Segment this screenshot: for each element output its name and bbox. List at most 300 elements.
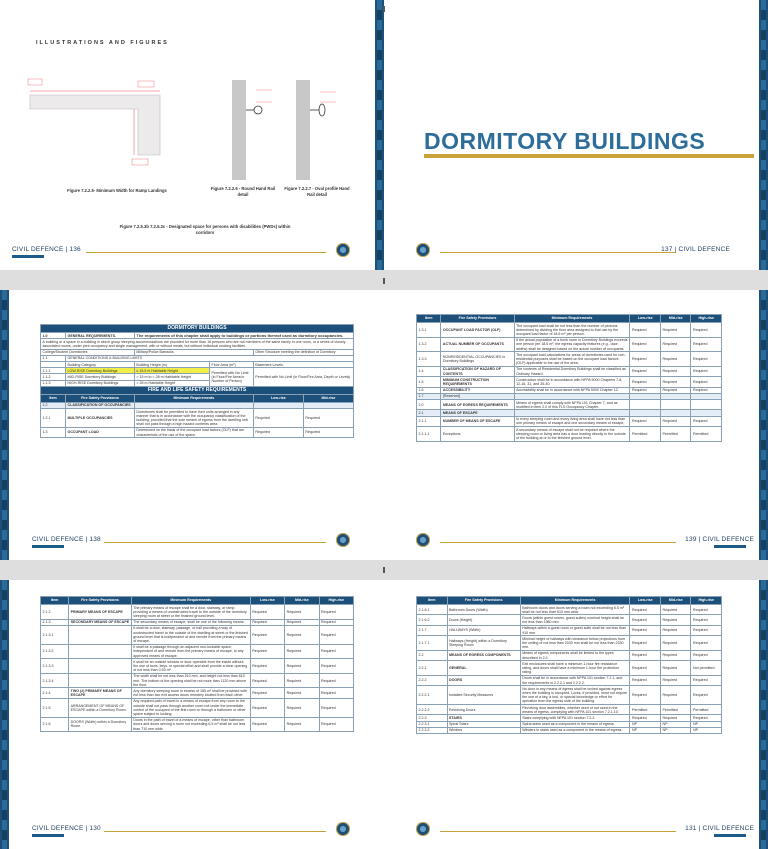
item-text: The requirements of this chapter shall apply to buildings or portions thereof used as dormitory occupancies. <box>134 333 353 339</box>
page-footer <box>384 825 768 839</box>
ramp-landing-figure <box>20 75 165 170</box>
highrise-cell: Required <box>691 377 722 387</box>
provision-cell: MEANS OF EGRESS REQUIREMENTS <box>441 400 514 410</box>
table-row <box>417 352 722 367</box>
col-highrise: High-rise <box>319 597 353 605</box>
lowrise-cell: Permitted <box>630 427 661 442</box>
provision-cell: Installed Security Measures <box>447 686 520 705</box>
table-row <box>417 366 722 376</box>
midrise-cell: Required <box>660 650 691 660</box>
requirement-cell: The secondary means of escape, shall be one of the following means. <box>131 619 250 625</box>
highrise-cell: Required <box>319 625 353 644</box>
reg-mark-icon <box>383 567 385 573</box>
footer-tag <box>12 255 44 258</box>
requirement-cell: A secondary means of escape shall not be required where the sleeping room or living area has a door leading directly to the outside of the building at or to the finished ground level. <box>514 427 630 442</box>
midrise-cell: Required <box>660 636 691 651</box>
requirement-cell: Stairs complying with NFPA 101 section 7.2.2. <box>520 715 630 721</box>
provision-cell: MEANS OF EGRESS COMPONENTS <box>447 650 520 660</box>
item-no: 1.1.1 <box>41 368 66 374</box>
table-row <box>417 400 722 410</box>
page-edge-stripe <box>759 290 768 560</box>
item-no: 1.3.2 <box>417 337 441 352</box>
midrise-cell: Required <box>660 715 691 721</box>
footer-rule <box>104 542 326 543</box>
item-label: GENERAL REQUIREMENTS. <box>66 333 135 339</box>
page-edge-stripe <box>375 0 384 270</box>
table-row <box>417 727 722 733</box>
lowrise-cell: Required <box>630 605 661 615</box>
requirement-cell: Winders in stairs used as a component in the means of egress. <box>520 727 630 733</box>
item-no: 2.1.3.4 <box>41 673 69 688</box>
item-no: 2.1.7 <box>417 625 448 635</box>
chapter-title: DORMITORY BUILDINGS <box>424 128 706 154</box>
page-edge-stripe <box>759 580 768 849</box>
midrise-cell: Required <box>660 366 691 376</box>
midrise-cell: Required <box>285 659 319 674</box>
midrise-cell <box>660 400 691 410</box>
midrise-cell: Required <box>303 409 353 428</box>
lowrise-cell: Permitted <box>630 705 661 715</box>
item-no: 1.0 <box>41 333 66 339</box>
provision-cell: Winders <box>447 727 520 733</box>
requirement-cell: Construction shall be in accordance with NFPA 5000 Chapters 7-8, 12-16, 31, and 35-40. <box>514 377 630 387</box>
highrise-cell: Required <box>691 352 722 367</box>
provision-cell: OCCUPANT LOAD <box>66 427 135 437</box>
lowrise-cell: Required <box>250 625 284 644</box>
lowrise-cell: Required <box>630 416 661 426</box>
midrise-cell: Required <box>660 625 691 635</box>
table-row <box>41 605 354 620</box>
page-footer <box>384 536 768 550</box>
building-category: MID-RISE Dormitory Buildings <box>66 374 135 380</box>
item-no: 2.1.6.2 <box>417 615 448 625</box>
col-highrise: High-rise <box>691 315 722 323</box>
table-row <box>417 615 722 625</box>
lowrise-cell: Required <box>630 323 661 338</box>
footer-tag <box>714 834 746 837</box>
footer-rule <box>440 542 676 543</box>
lowrise-cell: Required <box>253 409 303 428</box>
highrise-cell: Required <box>319 717 353 732</box>
item-no: 2.1.3.3 <box>41 659 69 674</box>
provision-cell: Doors (Height) <box>447 615 520 625</box>
table-row <box>41 717 354 732</box>
provision-cell: Bathroom Doors (Width) <box>447 605 520 615</box>
banner-row <box>41 325 354 333</box>
page-footer <box>0 536 384 550</box>
item-no: 2.1.5 <box>41 698 69 717</box>
col-midrise: Mid-rise <box>285 597 319 605</box>
midrise-cell: Required <box>285 644 319 659</box>
type-other: Other Structure meeting the definition of Dormitory <box>253 349 353 355</box>
lowrise-cell: Required <box>630 366 661 376</box>
item-label: GENERAL CONDITIONS & BUILDING LIMITS <box>66 355 354 361</box>
highrise-cell: Required <box>691 416 722 426</box>
midrise-cell: Permitted <box>660 705 691 715</box>
provision-cell: [Reserved] <box>441 393 514 399</box>
item-no: 2.1.7.1 <box>417 636 448 651</box>
footer-label: CIVIL DEFENCE | 130 <box>32 825 101 832</box>
table-header-row <box>41 394 354 402</box>
page-edge-stripe <box>759 0 768 270</box>
item-no: 2.1.1 <box>417 416 441 426</box>
seal-emblem-icon <box>336 822 350 836</box>
spread-row-1 <box>0 0 768 270</box>
requirement-cell: Bathroom doors and doors serving a room not exceeding 6.5 m² shall be not less than 610 mm wide. <box>520 605 630 615</box>
floor-area: Permitted with No Limit (in Floor/Fire Area/or Number of Person) <box>210 368 254 387</box>
provision-cell: TWO (2) PRIMARY MEANS OF ESCAPE <box>69 688 132 698</box>
seal-emblem-icon <box>336 533 350 547</box>
table-row <box>41 673 354 688</box>
midrise-cell: Required <box>303 427 353 437</box>
provision-cell: GENERAL <box>447 661 520 676</box>
seal-emblem-icon <box>416 822 430 836</box>
footer-label: 131 | CIVIL DEFENCE <box>685 825 754 832</box>
lowrise-cell: NP <box>630 721 661 727</box>
midrise-cell: Permitted <box>660 427 691 442</box>
table-row <box>417 705 722 715</box>
provision-cell: Spiral Stairs <box>447 721 520 727</box>
requirement-cell: Accessibility shall be in accordance with NFPA 5000 Chapter 12. <box>514 387 630 393</box>
requirement-cell: Determined on the basis of the occupant load factors (OLF) that are characteristic of the use of the space. <box>134 427 253 437</box>
highrise-cell <box>691 400 722 410</box>
col-provision: Fire Safety Provisions <box>447 597 520 605</box>
requirement-cell: The width shall be not less than 510 mm, and height not less than 610 mm. The bottom of the opening shall be not more than 1120 mm above the floor. <box>131 673 250 688</box>
oval-handrail-figure <box>292 80 340 180</box>
caption-corridor: Figure 7.2.5.3b 7.2.5.3c - Designated space for persons with disabilities (PWDs) within corridors <box>119 224 291 235</box>
table-row <box>417 625 722 635</box>
safety-banner-row <box>41 386 354 394</box>
item-no: 1.3 <box>41 427 66 437</box>
title-underline <box>424 154 754 158</box>
col-midrise: Mid-rise <box>660 315 691 323</box>
seal-emblem-icon <box>416 243 430 257</box>
requirement-cell: The primary means of escape shall be a door, stairway, or ramp providing a means of unobstructed travel to the outside of the dormitory sleeping room at street or the finished ground level. <box>131 605 250 620</box>
page-139 <box>384 290 768 560</box>
egress-table-a <box>40 596 354 732</box>
page-130 <box>0 580 384 849</box>
footer-label: CIVIL DEFENCE | 136 <box>12 246 81 253</box>
table-header-row <box>417 597 722 605</box>
highrise-cell: Required <box>319 619 353 625</box>
midrise-cell: Required <box>285 717 319 732</box>
footer-tag <box>714 545 746 548</box>
midrise-cell: Required <box>660 323 691 338</box>
footer-rule <box>86 252 326 253</box>
page-edge-stripe <box>0 290 9 560</box>
requirement-cell: It shall be a door, stairway, passage, or hall providing a way of unobstructed travel to the outside of the dwelling at street or the finished ground level that is independent of and remote from the primary means of escape. <box>131 625 250 644</box>
highrise-cell: Required <box>691 675 722 685</box>
footer-rule <box>104 831 326 832</box>
requirement-cell: Doors (within guest rooms, guest suites) nominal height shall be not less than 1980 mm. <box>520 615 630 625</box>
provision-cell: SECONDARY MEANS OF ESCAPE <box>69 619 132 625</box>
building-height: ≤ 15.5 m Habitable Height <box>134 368 209 374</box>
lowrise-cell: Required <box>250 688 284 698</box>
requirement-cell: Dormitories shall be permitted to have their units arranged in any manner that is in accordance with the occupancy classification of the building; provided that the sole means of egress from the dwelling unit shall not pass through a high hazard contents area. <box>134 409 253 428</box>
requirement-cell: Minimal height of hallways with clearance below projections from the ceiling of not less than 2030 mm shall be not less than 2330 mm. <box>520 636 630 651</box>
item-no: 2.2.3.1 <box>417 721 448 727</box>
item-no: 2.2.3.2 <box>417 727 448 733</box>
provision-cell: STAIRS <box>447 715 520 721</box>
item-no: 1.1.2 <box>41 374 66 380</box>
item-no: 1.6 <box>417 387 441 393</box>
item-no: 2.1.3.2 <box>41 644 69 659</box>
midrise-cell: Required <box>660 605 691 615</box>
item-no: 2.1.3.1 <box>41 625 69 644</box>
lowrise-cell: Required <box>630 352 661 367</box>
table-row <box>41 409 354 428</box>
table-row <box>417 686 722 705</box>
highrise-cell: Required <box>319 673 353 688</box>
highrise-cell: NP <box>691 727 722 733</box>
provision-cell: Exceptions <box>441 427 514 442</box>
table-header-row <box>417 315 722 323</box>
lowrise-cell: Required <box>630 661 661 676</box>
item-no: 1.1.3 <box>41 380 66 386</box>
item-no: 1.1 <box>41 355 66 361</box>
reg-mark-icon <box>383 6 385 12</box>
item-no: 2.2.2.1 <box>417 686 448 705</box>
lowrise-cell: Required <box>250 717 284 732</box>
provision-cell: ARRANGEMENT OF MEANS OF ESCAPE within a Dormitory Room <box>69 698 132 717</box>
table-row <box>417 337 722 352</box>
highrise-cell: Required <box>691 323 722 338</box>
highrise-cell: Required <box>691 615 722 625</box>
seal-emblem-icon <box>416 533 430 547</box>
lowrise-cell: Required <box>250 605 284 620</box>
type-college: College/Student Dormitories <box>41 349 135 355</box>
lowrise-cell: Required <box>250 659 284 674</box>
col-item: Item <box>41 597 69 605</box>
limits-head: Basement Levels <box>253 362 353 368</box>
requirement-cell: Spiral stairs used as a component in the means of egress. <box>520 721 630 727</box>
highrise-cell: Required <box>691 366 722 376</box>
requirement-cell: In every sleeping room and every living area shall have not less than one primary means of escape and one secondary means of escape. <box>514 416 630 426</box>
midrise-cell: Required <box>660 661 691 676</box>
basement-levels: Permitted with No Limit (in Floor/Fire Area, Depth or Levels) <box>253 368 353 387</box>
item-no: 2.2.2 <box>417 675 448 685</box>
highrise-cell: Not permitted <box>691 661 722 676</box>
table-row <box>41 698 354 717</box>
provision-cell: CLASSIFICATION OF HAZARD OF CONTENTS <box>441 366 514 376</box>
requirement-cell: Doors shall be in accordance with NFPA 101 section 7.2.1, and the requirements in 2.2.2.1 and 2.2.2.2. <box>520 675 630 685</box>
provision-cell: NONRESIDENTIAL OCCUPANCIES in Dormitory Buildings <box>441 352 514 367</box>
provision-cell <box>69 673 132 688</box>
egress-table-b <box>416 596 722 734</box>
lowrise-cell: Required <box>630 625 661 635</box>
col-lowrise: Low-rise <box>250 597 284 605</box>
requirement-cell: Doors in the path of travel of a means of escape, other than bathroom doors and doors serving a room not exceeding 6.5 m² shall be not less than 710 mm wide. <box>131 717 250 732</box>
page-131 <box>384 580 768 849</box>
item-no: 2.2.2.2 <box>417 705 448 715</box>
provision-cell: MINIMUM CONSTRUCTION REQUIREMENTS <box>441 377 514 387</box>
highrise-cell: Required <box>691 650 722 660</box>
item-no: 2.1.3 <box>41 619 69 625</box>
caption-round-rail: Figure 7.2.2.6 - Round Hand Rail detail <box>210 186 276 197</box>
item-no: 2.1.4 <box>41 688 69 698</box>
col-requirement: Minimum Requirements <box>520 597 630 605</box>
footer-tag <box>32 834 64 837</box>
col-highrise: High-rise <box>691 597 722 605</box>
requirement-cell: If the actual population of a bunk room in Dormitory Buildings exceeds one person per 18.6 m², the egress capacity features (e.g., door widths) shall be designed based on the actual number of occupants. <box>514 337 630 352</box>
lowrise-cell <box>630 400 661 410</box>
midrise-cell: Required <box>285 619 319 625</box>
table-row <box>417 661 722 676</box>
table-row <box>41 644 354 659</box>
requirement-cell: The occupant load calculations for areas of dormitories used for non-residential purposes shall be based on the occupant load factors (OLF) applicable to the use of the area. <box>514 352 630 367</box>
midrise-cell: Required <box>285 673 319 688</box>
col-item: Item <box>417 315 441 323</box>
table-row <box>41 688 354 698</box>
item-no: 2.2 <box>417 650 448 660</box>
round-handrail-figure <box>228 80 276 180</box>
lowrise-cell: Required <box>630 636 661 651</box>
provision-cell <box>69 625 132 644</box>
provision-cell: MULTIPLE OCCUPANCIES <box>66 409 135 428</box>
item-no: 2.1.6.1 <box>417 605 448 615</box>
table-body <box>417 323 722 442</box>
provision-cell: PRIMARY MEANS OF ESCAPE <box>69 605 132 620</box>
provision-cell: ACCESSIBILITY <box>441 387 514 393</box>
limits-head: Building Category <box>66 362 135 368</box>
page-footer <box>0 825 384 839</box>
highrise-cell: Required <box>691 636 722 651</box>
midrise-cell: Required <box>285 625 319 644</box>
item-no: 2.1.1.1 <box>417 427 441 442</box>
midrise-cell: NP <box>660 727 691 733</box>
general-requirements-table <box>40 324 354 438</box>
item-no: 1.3.1 <box>417 323 441 338</box>
lowrise-cell: Required <box>630 686 661 705</box>
footer-rule <box>440 831 676 832</box>
requirement-cell: Any dormitory sleeping room in excess of 185 m² shall be provided with not less than two exit access doors remotely located from each other. <box>131 688 250 698</box>
footer-label: 137 | CIVIL DEFENCE <box>661 246 730 253</box>
table-row <box>41 427 354 437</box>
requirement-cell: The occupant load shall be not less than the number of persons determined by dividing the floor area assigned to that use by the occupant load factor of 18.6 m² per person. <box>514 323 630 338</box>
lowrise-cell: Required <box>630 615 661 625</box>
midrise-cell: Required <box>285 698 319 717</box>
requirement-cell: The contents of Residential Dormitory Buildings shall be classified as Ordinary Hazard. <box>514 366 630 376</box>
midrise-cell: Required <box>660 352 691 367</box>
requirement-cell: Hallways within a guest room or guest suite shall be not less than 910 mm. <box>520 625 630 635</box>
requirement-cell: Means of egress shall comply with NFPA 101 Chapter 7, and as modified in item 2.0 of this FLS Occupancy Chapter. <box>514 400 630 410</box>
midrise-cell: Required <box>660 416 691 426</box>
provision-cell: HALLWAYS (Width) <box>447 625 520 635</box>
spread-row-3 <box>0 580 768 849</box>
building-category: LOW-RISE Dormitory Buildings <box>66 368 135 374</box>
lowrise-cell: Required <box>630 675 661 685</box>
limits-head: Floor Area (m²) <box>210 362 254 368</box>
provision-cell: DOORS <box>447 675 520 685</box>
type-military: Military/Police Barracks <box>134 349 253 355</box>
requirement-cell: Any required path of travel in a means of escape from any room to the outside shall not pass through another room not under the immediate control of the occupant of the first room or through a bathroom or other space subject to locking. <box>131 698 250 717</box>
item-no: 2.1 <box>417 410 441 416</box>
item-no: 2.1.2 <box>41 605 69 620</box>
midrise-cell: Required <box>660 387 691 393</box>
footer-rule <box>440 252 676 253</box>
page-136 <box>0 0 384 270</box>
table-row <box>417 323 722 338</box>
highrise-cell: Required <box>691 686 722 705</box>
highrise-cell: Permitted <box>691 705 722 715</box>
provision-cell: DOORS (Width) within a Dormitory Room <box>69 717 132 732</box>
page-footer <box>0 246 384 260</box>
col-lowrise: Low-rise <box>253 394 303 402</box>
item-no: 1.3.3 <box>417 352 441 367</box>
highrise-cell: Required <box>319 688 353 698</box>
limits-head: Building Height (m) <box>134 362 209 368</box>
provision-cell: NUMBER OF MEANS OF ESCAPE <box>441 416 514 426</box>
table-body <box>417 605 722 734</box>
highrise-cell: Required <box>691 605 722 615</box>
col-lowrise: Low-rise <box>630 597 661 605</box>
lowrise-cell: Required <box>250 698 284 717</box>
item-no: 1.4 <box>417 366 441 376</box>
page-137 <box>384 0 768 270</box>
lowrise-cell: Required <box>630 377 661 387</box>
item-no: 1.2 <box>41 402 66 408</box>
page-138 <box>0 290 384 560</box>
provision-cell: CLASSIFICATION OF OCCUPANCIES <box>66 402 135 408</box>
highrise-cell: Required <box>691 625 722 635</box>
midrise-cell: NP <box>660 721 691 727</box>
provision-cell <box>69 659 132 674</box>
midrise-cell: Required <box>660 686 691 705</box>
midrise-cell: Required <box>660 615 691 625</box>
requirement-cell: It shall be a passage through an adjacent non-lockable space, independent of and remote from the primary means of escape, to any approved means of escape. <box>131 644 250 659</box>
lowrise-cell: Required <box>630 715 661 721</box>
safety-requirements-table <box>416 314 722 442</box>
highrise-cell: Required <box>319 698 353 717</box>
table-header-row <box>41 597 354 605</box>
provision-cell: Hallways (Height) within a Dormitory Sleeping Room <box>447 636 520 651</box>
highrise-cell: Required <box>319 605 353 620</box>
item-no: 2.0 <box>417 400 441 410</box>
section-title: ILLUSTRATIONS AND FIGURES <box>36 40 169 46</box>
highrise-cell: Permitted <box>691 427 722 442</box>
table-row <box>41 625 354 644</box>
lowrise-cell: Required <box>253 427 303 437</box>
safety-banner: FIRE AND LIFE SAFETY REQUIREMENTS <box>41 386 354 394</box>
highrise-cell: Required <box>319 644 353 659</box>
highrise-cell: Required <box>691 715 722 721</box>
highrise-cell: Required <box>691 387 722 393</box>
item-no: 2.2.1 <box>417 661 448 676</box>
highrise-cell: Required <box>691 337 722 352</box>
item-no: 1.5 <box>417 377 441 387</box>
requirement-cell: Revolving door assemblies, whether used or not used in the means of egress, complying with NFPA 101 section 7.2.1.10. <box>520 705 630 715</box>
midrise-cell: Required <box>285 605 319 620</box>
definition-text: A building or a space in a building in which group sleeping accommodations are provided for more than 16 persons who are not members of the same family in one room, or a series of closely associated rooms, under joint occupancy and single management, with or without meals, but without individual cooking facilities. <box>41 339 354 349</box>
provision-cell: OCCUPANT LOAD FACTOR (OLF) <box>441 323 514 338</box>
safety-rows <box>41 402 354 437</box>
requirement-cell: Exit enclosures shall have a minimum 1-hour fire resistance rating, and doors shall have a minimum 1-hour fire protection rating. <box>520 661 630 676</box>
table-row <box>417 675 722 685</box>
banner: DORMITORY BUILDINGS <box>41 325 354 333</box>
highrise-cell: NP <box>691 721 722 727</box>
highrise-cell: Required <box>319 659 353 674</box>
requirement-cell: Means of egress components shall be limited to the types described in 2.2. <box>520 650 630 660</box>
item-no: 1.2.1 <box>41 409 66 428</box>
item-no: 2.2.3 <box>417 715 448 721</box>
col-provision: Fire Safety Provisions <box>441 315 514 323</box>
midrise-cell: Required <box>660 675 691 685</box>
col-requirement: Minimum Requirements <box>514 315 630 323</box>
seal-emblem-icon <box>336 243 350 257</box>
col-provision: Fire Safety Provisions <box>66 394 135 402</box>
requirement-cell: It shall be an outside window or door operable from the inside without the use of tools, keys, or special effort and shall provide a clear opening of not less than 0.53 m². <box>131 659 250 674</box>
building-height: > 28 m Habitable Height <box>134 380 209 386</box>
